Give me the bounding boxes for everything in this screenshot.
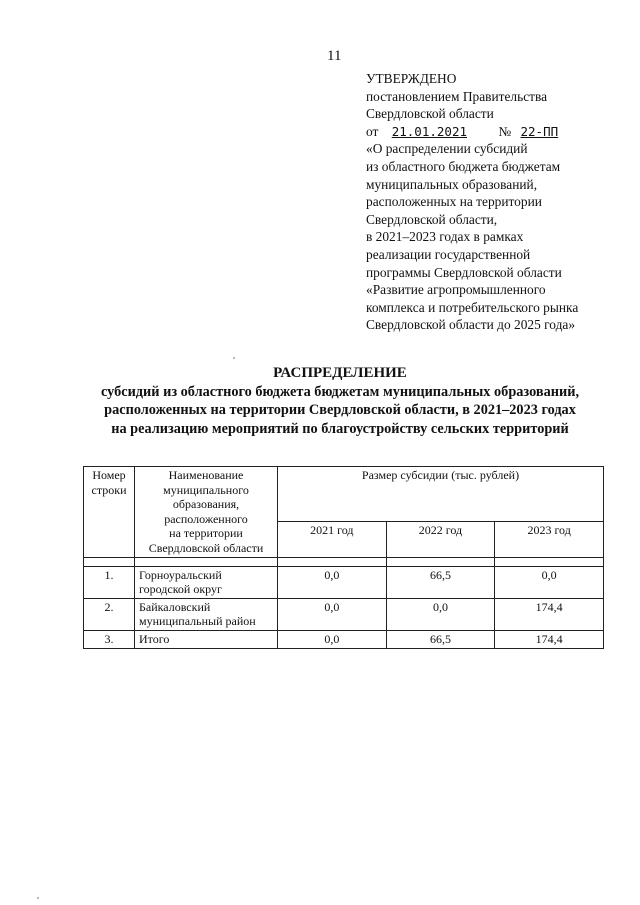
page-number: 11	[327, 48, 342, 64]
order-number: 22-ПП	[520, 123, 559, 139]
col-header-number: Номер строки	[84, 467, 135, 558]
resolution-line: Свердловской области,	[366, 211, 498, 227]
resolution-line: Свердловской области до 2025 года»	[366, 317, 576, 333]
resolution-line: реализации государственной	[366, 246, 531, 262]
scan-speck	[233, 357, 235, 359]
resolution-line: расположенных на территории	[366, 194, 542, 210]
number-prefix: №	[498, 123, 512, 139]
col-header-year: 2023 год	[495, 522, 604, 558]
resolution-line: комплекса и потребительского рынка	[366, 299, 579, 315]
heading-title: РАСПРЕДЕЛЕНИЕ	[273, 365, 407, 381]
scan-speck	[37, 897, 39, 899]
approval-line: Свердловской области	[366, 106, 494, 122]
col-header-name: Наименование муниципального образования, расположенного на территории Свердловской области	[135, 467, 278, 558]
heading-line: расположенных на территории Свердловской области, в 2021–2023 годах	[104, 402, 576, 418]
col-header-year: 2022 год	[386, 522, 495, 558]
resolution-line: из областного бюджета бюджетам	[366, 158, 561, 174]
document-heading	[60, 364, 620, 438]
approval-line: постановлением Правительства	[366, 88, 548, 104]
order-date: 21.01.2021	[391, 123, 467, 139]
resolution-line: «Развитие агропромышленного	[366, 282, 546, 298]
resolution-line: программы Свердловской области	[366, 264, 562, 280]
subsidy-table	[83, 466, 604, 649]
from-prefix: от	[366, 123, 379, 139]
table-row: 3. Итого 0,0 66,5 174,4	[84, 630, 604, 648]
table-row: 2. Байкаловский муниципальный район 0,0 0,0 174,4	[84, 598, 604, 630]
col-header-size: Размер субсидии (тыс. рублей)	[278, 467, 604, 522]
resolution-line: «О распределении субсидий	[366, 141, 528, 157]
heading-line: на реализацию мероприятий по благоустройству сельских территорий	[111, 420, 569, 437]
heading-line: субсидий из областного бюджета бюджетам муниципальных образований,	[100, 383, 580, 400]
col-header-year: 2021 год	[278, 522, 387, 558]
table-row: 1. Горноуральский городской округ 0,0 66,5 0,0	[84, 566, 604, 598]
approval-block	[366, 70, 626, 334]
order-line	[366, 123, 626, 141]
resolution-line: муниципальных образований,	[366, 176, 538, 192]
approval-title: УТВЕРЖДЕНО	[366, 71, 457, 86]
resolution-line: в 2021–2023 годах в рамках	[366, 229, 524, 245]
